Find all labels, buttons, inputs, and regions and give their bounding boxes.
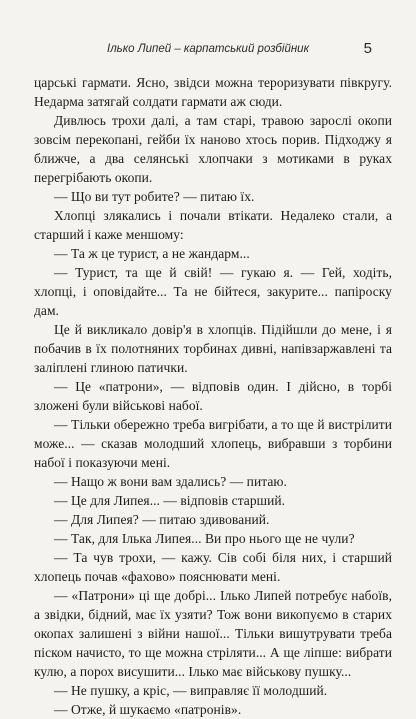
paragraph: — Та чув трохи, — кажу. Сів собі біля них, і старший хлопець почав «фахово» пояснювати мені. (34, 550, 392, 584)
body-text (34, 73, 392, 719)
paragraph: — Та ж це турист, а не жандарм... (54, 246, 250, 261)
paragraph: Це й викликало довір'я в хлопців. Підійшли до мене, і я побачив в їх полотняних торбинах дивні, напівзаржавлені та заліплені глиною патички. (34, 322, 392, 375)
running-header (44, 40, 372, 60)
paragraph: — Тільки обережно треба вигрібати, а то ще й вистрілити може... — сказав молодший хлопець, вибравши з торбини набої і показуючи мені. (34, 417, 392, 470)
paragraph: — «Патрони» ці ще добрі... Ілько Липей потребує набоїв, а звідки, бідний, має їх узяти? Тож вони викопуємо в старих окопах залишені з війни нашої... Тільки вишутрувати треба піском начисто, то ще можна стріляти... А ще ліпше: вибрати кулю, а порох висушити... Ілько має військову пушку... (34, 588, 392, 679)
paragraph: — Для Липея? — питаю здивований. (54, 512, 270, 527)
paragraph: Хлопці злякались і почали втікати. Недалеко стали, а старший і каже меншому: (34, 208, 392, 242)
paragraph: — Так, для Ілька Липея... Ви про нього ще не чули? (54, 531, 355, 546)
paragraph: — Не пушку, а кріс, — виправляє її молодший. (54, 683, 328, 698)
paragraph: — Це «патрони», — відповів один. І дійсно, в торбі зложені були військові набої. (34, 379, 392, 413)
paragraph: Дивлюсь трохи далі, а там старі, травою зарослі окопи зовсім перекопані, гейби їх наново хтось порив. Підходжу я ближче, а два селянські хлопчаки з мотиками в руках перегрібають окопи. (34, 113, 392, 185)
page-number: 5 (363, 40, 372, 57)
paragraph: — Отже, й шукаємо «патронів». (54, 702, 242, 717)
paragraph: — Це для Липея... — відповів старший. (54, 493, 286, 508)
paragraph: — Нащо ж вони вам здались? — питаю. (54, 474, 287, 489)
paragraph: царські гармати. Ясно, звідси можна тероризувати півкругу. Недарма затягай солдати гармати аж сюди. (34, 75, 392, 109)
paragraph: — Що ви тут робите? — питаю їх. (54, 189, 255, 204)
paragraph: — Турист, та ще й свій! — гукаю я. — Гей, ходіть, хлопці, і оповідайте... Та не бійтеся, закурите... папіроску дам. (34, 265, 392, 318)
running-title: Ількo Липей – карпатський розбійник (107, 43, 309, 55)
